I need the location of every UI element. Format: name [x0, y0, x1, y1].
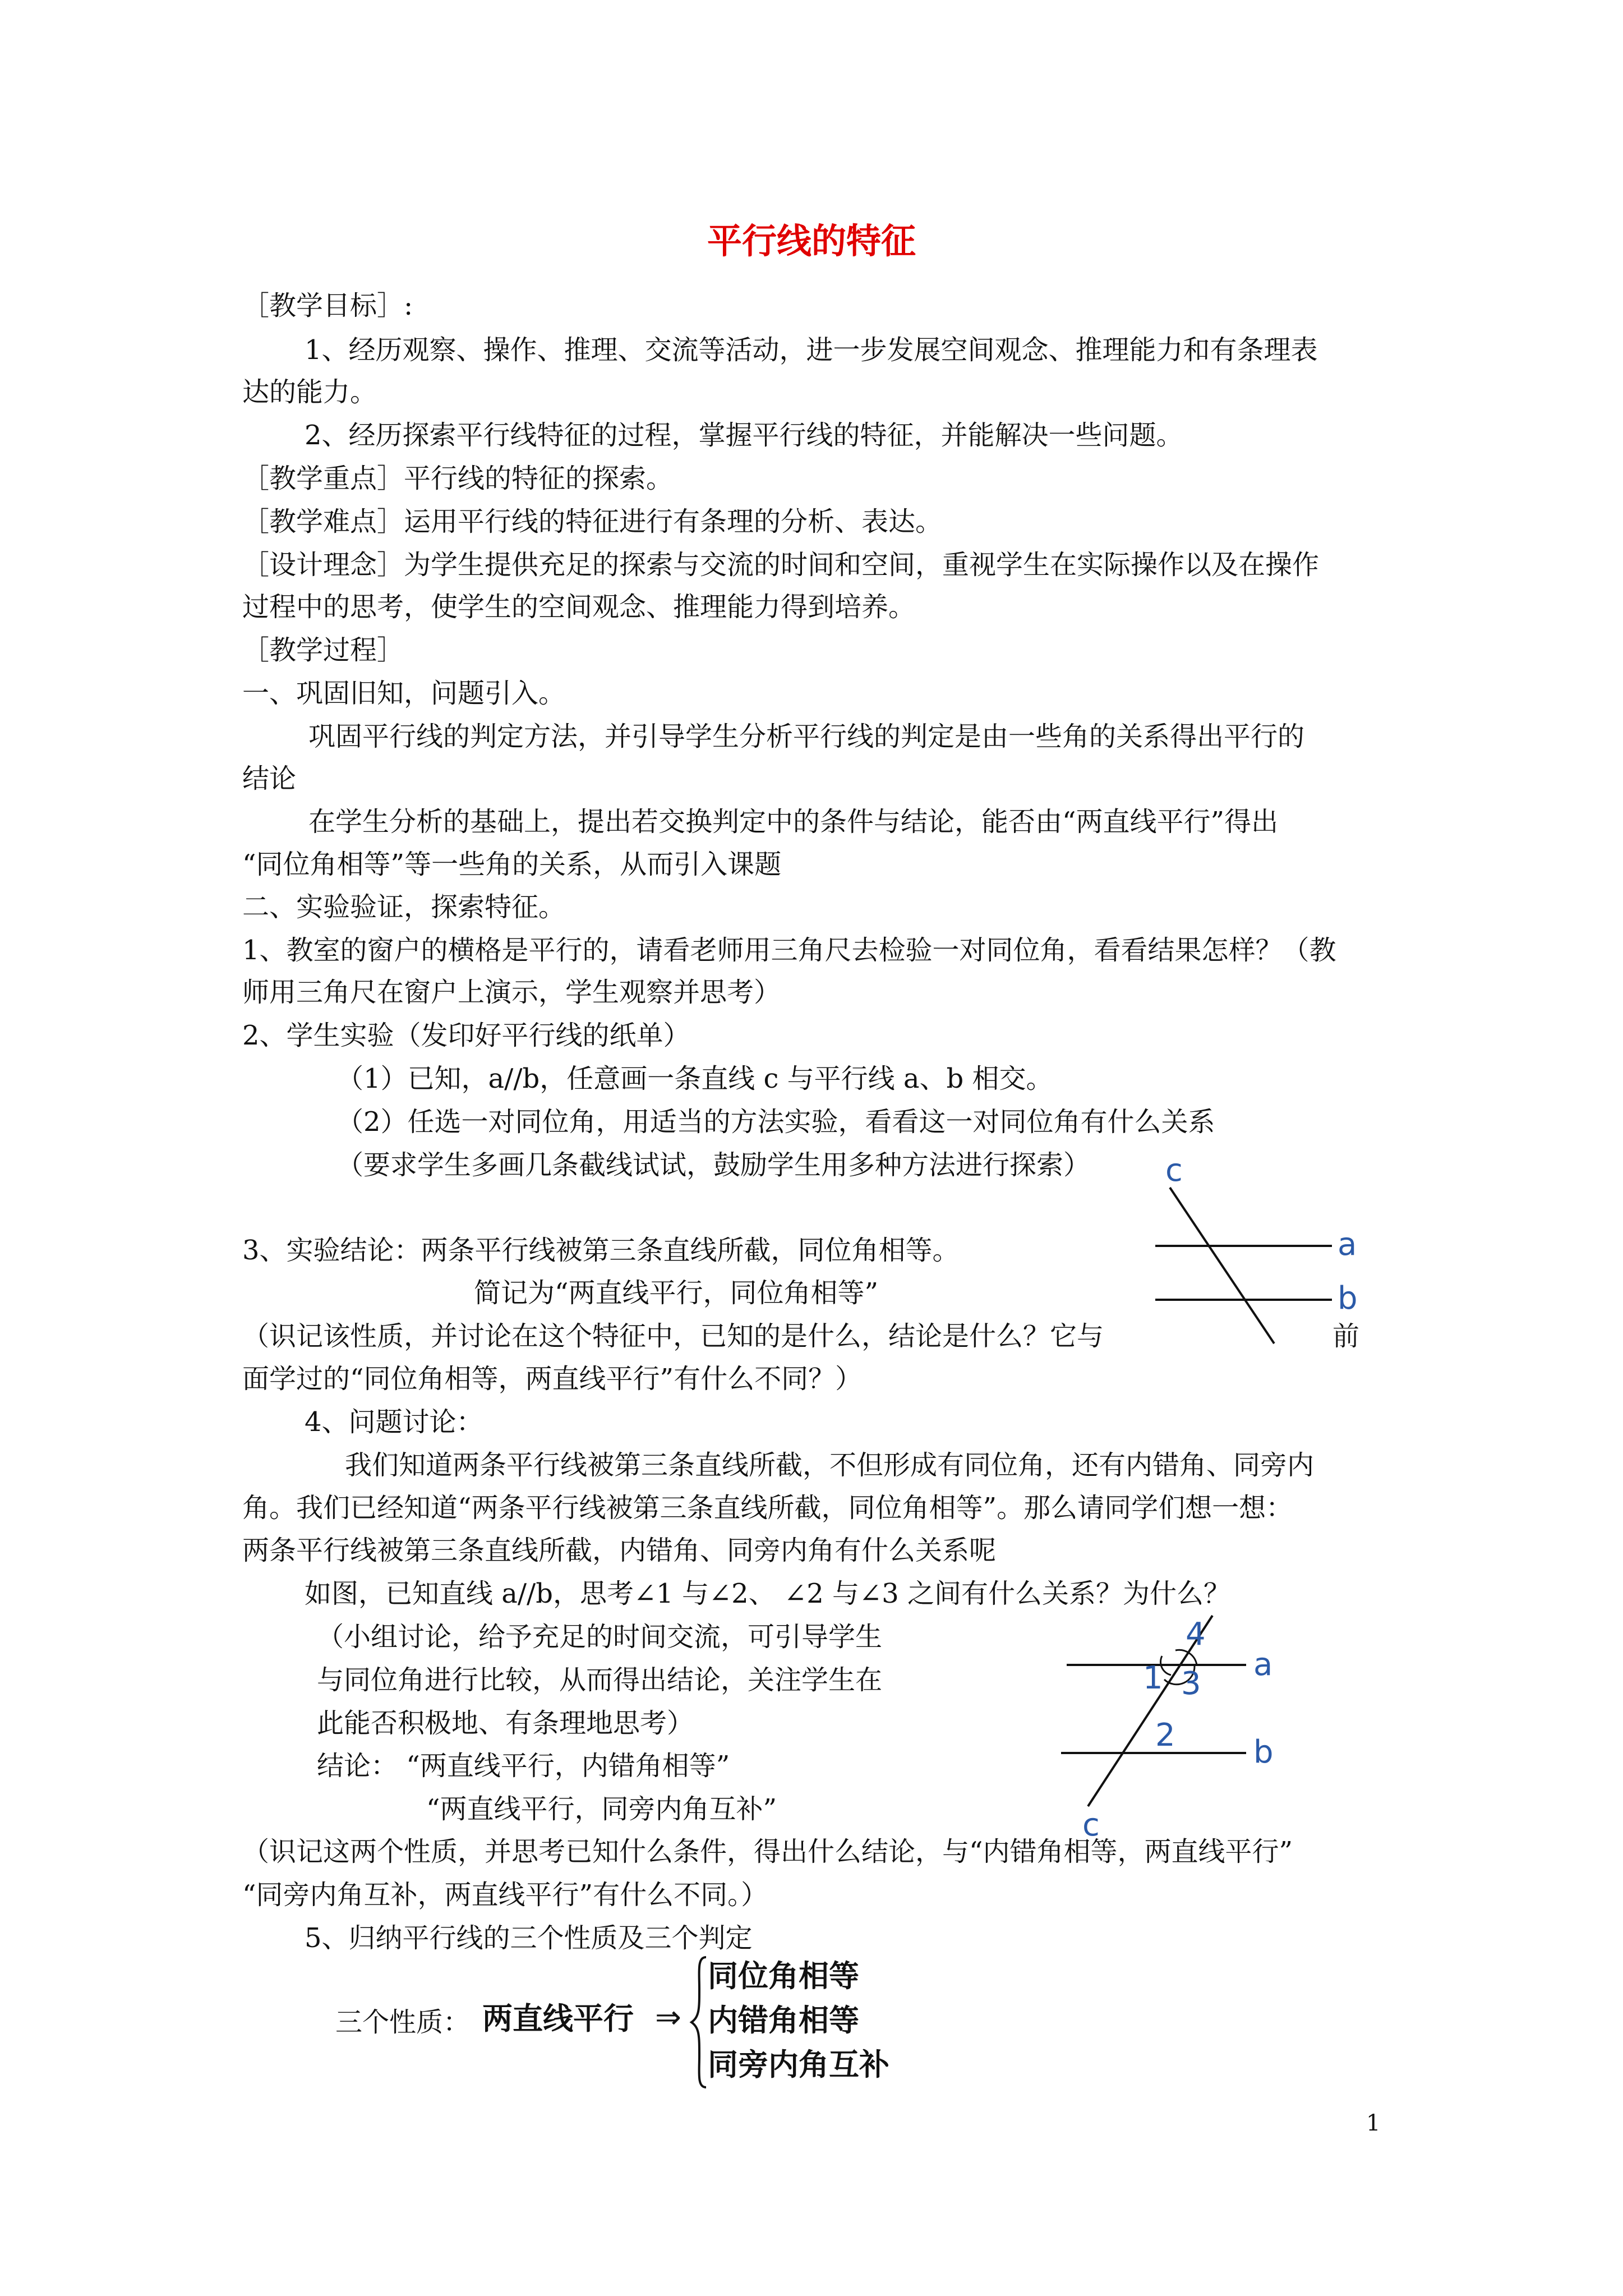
label-angle-4: 4	[1186, 1616, 1206, 1653]
summary-heading: 5、归纳平行线的三个性质及三个判定	[305, 1922, 753, 1954]
summary-item-2: 内错角相等	[708, 2003, 859, 2038]
paragraph-line: 面学过的“同位角相等，两直线平行”有什么不同？）	[242, 1363, 863, 1395]
parallel-lines-figure-1	[1133, 1147, 1368, 1355]
paragraph-line: 巩固平行线的判定方法，并引导学生分析平行线的判定是由一些角的关系得出平行的	[308, 721, 1305, 752]
label-b: b	[1253, 1734, 1274, 1770]
summary-label: 三个性质：	[335, 2007, 471, 2038]
label-c: c	[1082, 1807, 1100, 1840]
design-concept-line-2: 过程中的思考，使学生的空间观念、推理能力得到培养。	[242, 591, 916, 623]
paragraph-line: 简记为“两直线平行，同位角相等”	[474, 1277, 879, 1309]
objective-1-line-2: 达的能力。	[242, 376, 377, 408]
label-angle-3: 3	[1181, 1665, 1201, 1702]
summary-premise: 两直线平行	[482, 2001, 634, 2036]
label-a: a	[1253, 1646, 1273, 1683]
paragraph-line: 此能否积极地、有条理地思考）	[317, 1708, 694, 1739]
experiment-conclusion: 3、实验结论：两条平行线被第三条直线所截，同位角相等。	[242, 1235, 960, 1266]
section-1-heading: 一、巩固旧知，问题引入。	[242, 678, 566, 709]
implies-arrow: ⇒	[655, 1999, 681, 2036]
line-c	[1170, 1188, 1274, 1343]
paragraph-line: 2、学生实验（发印好平行线的纸单）	[242, 1020, 690, 1051]
paragraph-line: （识记该性质，并讨论在这个特征中，已知的是什么，结论是什么？它与	[242, 1320, 1104, 1352]
parallel-lines-figure-2	[1054, 1610, 1324, 1840]
objective-1-line-1: 1、经历观察、操作、推理、交流等活动，进一步发展空间观念、推理能力和有条理表	[305, 334, 1318, 366]
design-concept-line-1: ［设计理念］为学生提供充足的探索与交流的时间和空间，重视学生在实际操作以及在操作	[242, 549, 1320, 581]
discussion-heading: 4、问题讨论：	[305, 1406, 483, 1438]
paragraph-line: 前	[1332, 1320, 1360, 1352]
label-a: a	[1338, 1226, 1357, 1263]
paragraph-line: （小组讨论，给予充足的时间交流，可引导学生	[317, 1621, 883, 1653]
paragraph-line: 在学生分析的基础上，提出若交换判定中的条件与结论，能否由“两直线平行”得出	[308, 806, 1279, 838]
paragraph-line: 我们知道两条平行线被第三条直线所截，不但形成有同位角，还有内错角、同旁内	[345, 1450, 1315, 1481]
page-title: 平行线的特征	[707, 220, 916, 261]
section-2-heading: 二、实验验证，探索特征。	[242, 891, 566, 923]
paragraph-line: （要求学生多画几条截线试试，鼓励学生用多种方法进行探索）	[336, 1149, 1091, 1181]
label-angle-2: 2	[1155, 1717, 1175, 1754]
paragraph-line: 1、教室的窗户的横格是平行的，请看老师用三角尺去检验一对同位角，看看结果怎样？（教	[242, 935, 1336, 966]
conclusion-line-2: “两直线平行，同旁内角互补”	[426, 1793, 777, 1825]
conclusion-line-1: 结论： “两直线平行，内错角相等”	[317, 1750, 730, 1782]
objective-2: 2、经历探索平行线特征的过程，掌握平行线的特征，并能解决一些问题。	[305, 420, 1183, 451]
label-b: b	[1338, 1280, 1358, 1317]
key-point: ［教学重点］平行线的特征的探索。	[242, 463, 674, 494]
process-heading: ［教学过程］	[242, 634, 404, 666]
label-c: c	[1165, 1152, 1183, 1189]
objectives-heading: ［教学目标］:	[242, 290, 413, 321]
paragraph-line: （识记这两个性质，并思考已知什么条件，得出什么结论，与“内错角相等，两直线平行”	[242, 1836, 1293, 1867]
paragraph-line: 两条平行线被第三条直线所截，内错角、同旁内角有什么关系呢	[242, 1535, 997, 1566]
difficult-point: ［教学难点］运用平行线的特征进行有条理的分析、表达。	[242, 506, 943, 537]
paragraph-line: “同旁内角互补，两直线平行”有什么不同。）	[242, 1879, 768, 1911]
paragraph-line: “同位角相等”等一些角的关系，从而引入课题	[242, 849, 782, 880]
paragraph-line: 师用三角尺在窗户上演示，学生观察并思考）	[242, 977, 781, 1008]
paragraph-line: 结论	[242, 763, 297, 794]
paragraph-line: （2）任选一对同位角，用适当的方法实验，看看这一对同位角有什么关系	[336, 1106, 1215, 1138]
paragraph-line: 角。我们已经知道“两条平行线被第三条直线所截，同位角相等”。那么请同学们想一想：	[242, 1492, 1293, 1524]
summary-item-1: 同位角相等	[708, 1958, 859, 1994]
paragraph-line: 如图，已知直线 a//b，思考∠1 与∠2、 ∠2 与∠3 之间有什么关系？为什么？	[305, 1578, 1231, 1609]
summary-item-3: 同旁内角互补	[708, 2047, 889, 2082]
label-angle-1: 1	[1143, 1660, 1163, 1696]
page-number: 1	[1366, 2110, 1381, 2136]
left-brace-icon	[687, 1955, 709, 2090]
paragraph-line: （1）已知，a//b，任意画一条直线 c 与平行线 a、b 相交。	[336, 1063, 1053, 1094]
paragraph-line: 与同位角进行比较，从而得出结论，关注学生在	[317, 1664, 883, 1696]
